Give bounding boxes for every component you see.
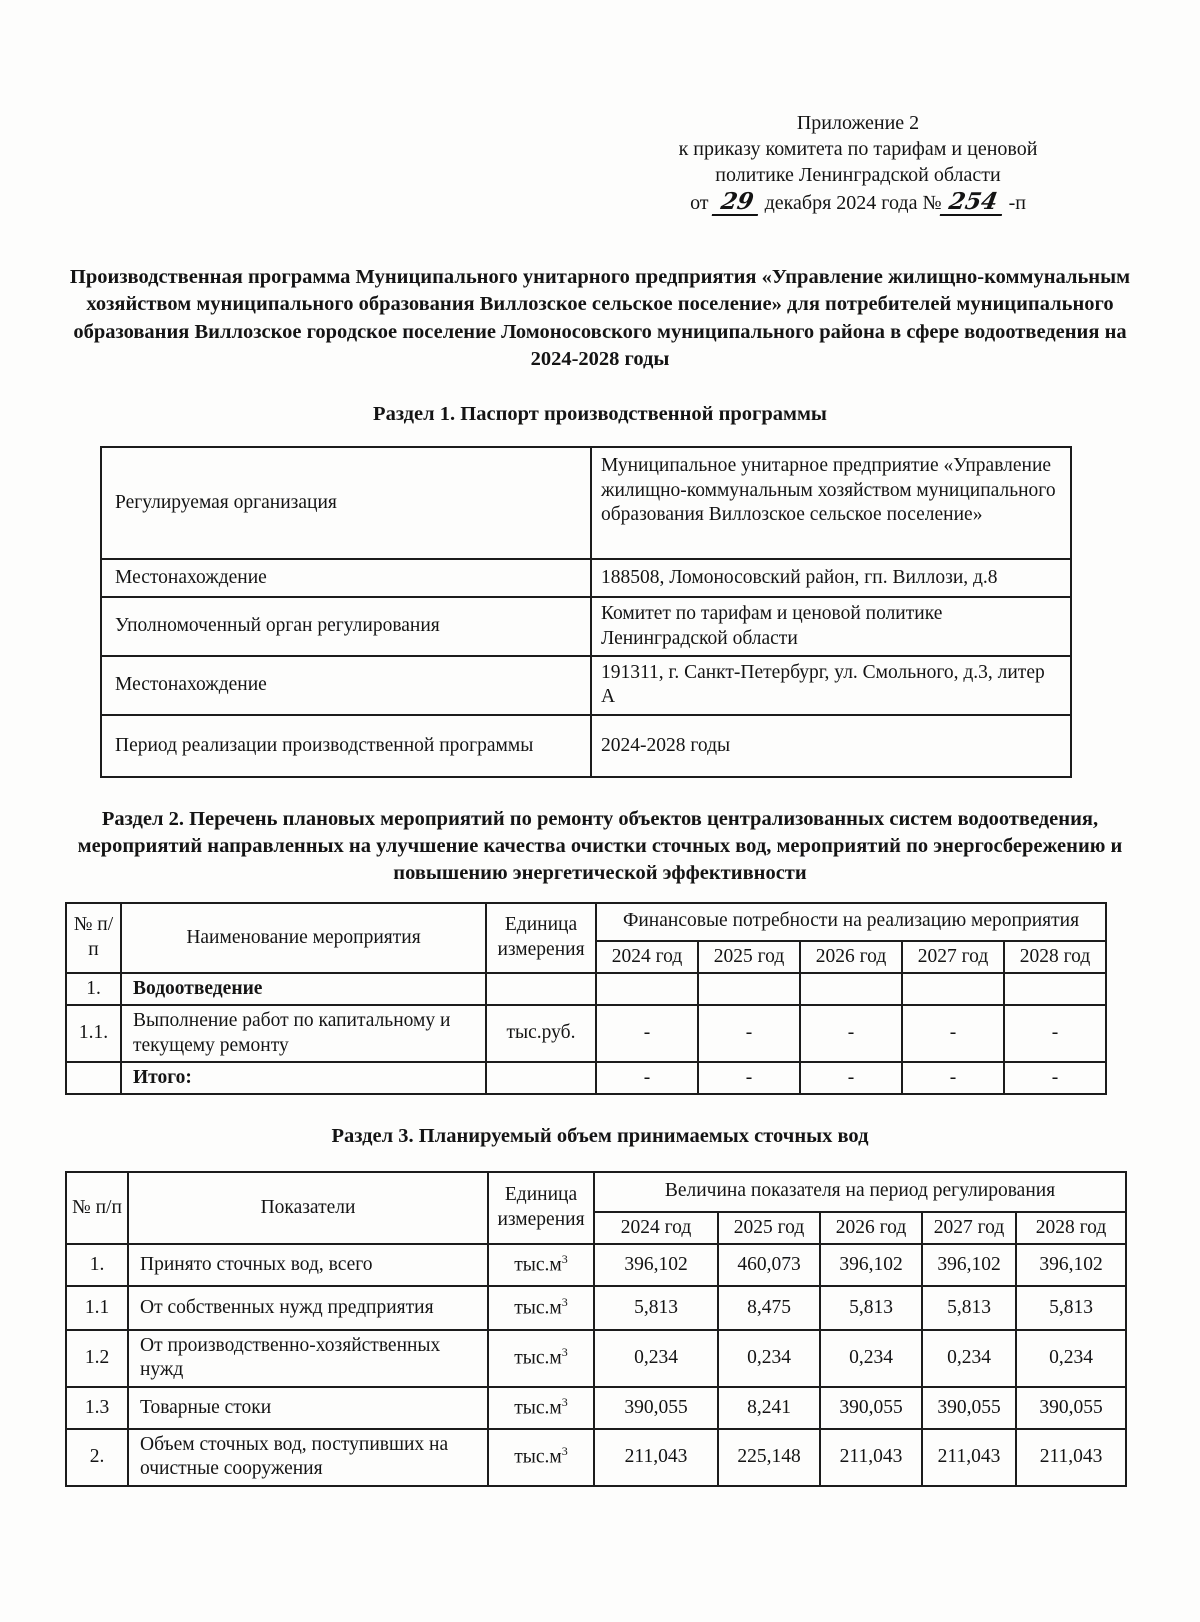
cell-value: -: [1004, 1062, 1106, 1094]
cell-value: 5,813: [1016, 1286, 1126, 1330]
year-header: 2024 год: [594, 1212, 718, 1244]
table-row: [101, 447, 1071, 559]
table-header-row: [66, 1172, 1126, 1212]
annex-line-1: Приложение 2: [796, 112, 920, 134]
cell-value: -: [698, 1005, 800, 1062]
cell-value: 460,073: [718, 1244, 820, 1286]
cell-value: 211,043: [922, 1429, 1016, 1486]
column-header-group: Величина показателя на период регулирования: [594, 1172, 1126, 1212]
cell-value: 8,475: [718, 1286, 820, 1330]
passport-value: Комитет по тарифам и ценовой политике Ленинградской области: [591, 597, 1071, 656]
row-name: От производственно-хозяйственных нужд: [128, 1330, 488, 1387]
unit-superscript: 3: [561, 1252, 568, 1267]
row-name: От собственных нужд предприятия: [128, 1286, 488, 1330]
unit-superscript: 3: [561, 1345, 568, 1360]
row-unit: [488, 1429, 594, 1486]
column-header-unit: Единица измерения: [486, 903, 596, 973]
table-row: [66, 1286, 1126, 1330]
year-header: 2025 год: [698, 941, 800, 973]
table-row: [66, 1429, 1126, 1486]
row-unit: [488, 1244, 594, 1286]
table-header-row: [66, 903, 1106, 941]
table-row: [101, 597, 1071, 656]
cell-value: 390,055: [1016, 1387, 1126, 1429]
cell-value: [596, 973, 698, 1005]
table-row: [66, 1244, 1126, 1286]
handwritten-order-number: 254: [939, 190, 1006, 216]
annex-date-line: [608, 190, 1108, 216]
row-unit: [486, 1062, 596, 1094]
passport-label: Местонахождение: [101, 559, 591, 597]
cell-value: -: [596, 1005, 698, 1062]
row-num: 1.: [66, 1244, 128, 1286]
cell-value: 5,813: [594, 1286, 718, 1330]
cell-value: 225,148: [718, 1429, 820, 1486]
passport-label: Регулируемая организация: [101, 447, 591, 559]
annex-block: [608, 110, 1108, 216]
unit-text: тыс.м: [514, 1397, 562, 1419]
table-row: [66, 1387, 1126, 1429]
cell-value: 0,234: [922, 1330, 1016, 1387]
cell-value: -: [800, 1062, 902, 1094]
row-num: 1.: [66, 973, 121, 1005]
row-name: Итого:: [121, 1062, 486, 1094]
measures-table: [65, 902, 1107, 1096]
row-num: 1.1.: [66, 1005, 121, 1062]
row-unit: [488, 1286, 594, 1330]
column-header-unit: Единица измерения: [488, 1172, 594, 1244]
table-row: [66, 1062, 1106, 1094]
year-header: 2028 год: [1016, 1212, 1126, 1244]
cell-value: [1004, 973, 1106, 1005]
cell-value: 0,234: [820, 1330, 922, 1387]
table-row: [101, 656, 1071, 715]
handwritten-day: 29: [711, 190, 762, 216]
date-prefix: от: [690, 192, 709, 214]
section1-heading: Раздел 1. Паспорт производственной программы: [373, 403, 827, 425]
annex-line-2: к приказу комитета по тарифам и ценовой: [678, 138, 1038, 160]
row-num: [66, 1062, 121, 1094]
passport-label: Уполномоченный орган регулирования: [101, 597, 591, 656]
passport-label: Местонахождение: [101, 656, 591, 715]
column-header-name: Показатели: [128, 1172, 488, 1244]
cell-value: [698, 973, 800, 1005]
year-header: 2026 год: [820, 1212, 922, 1244]
annex-line-3: политике Ленинградской области: [715, 164, 1001, 186]
table-row: [66, 973, 1106, 1005]
passport-label: Период реализации производственной программы: [101, 715, 591, 777]
cell-value: 0,234: [594, 1330, 718, 1387]
table-row: [101, 715, 1071, 777]
row-num: 2.: [66, 1429, 128, 1486]
row-name: Выполнение работ по капитальному и текущему ремонту: [121, 1005, 486, 1062]
section3-heading: Раздел 3. Планируемый объем принимаемых сточных вод: [331, 1125, 869, 1148]
row-unit: [488, 1387, 594, 1429]
unit-text: тыс.м: [514, 1347, 562, 1369]
year-header: 2026 год: [800, 941, 902, 973]
year-header: 2025 год: [718, 1212, 820, 1244]
date-suffix: -п: [1008, 192, 1026, 214]
cell-value: 390,055: [594, 1387, 718, 1429]
cell-value: -: [902, 1005, 1004, 1062]
document-title: Производственная программа Муниципального унитарного предприятия «Управление жилищно-коммунальным хозяйством муниципального образования Виллозское сельское поселение» для потребителей муниципального образования Виллозское городское поселение Ломоносовского муниципального района в сфере водоотведения на 2024-2028 годы: [69, 266, 1131, 370]
cell-value: 5,813: [820, 1286, 922, 1330]
row-unit: тыс.руб.: [486, 1005, 596, 1062]
cell-value: 211,043: [1016, 1429, 1126, 1486]
column-header-group: Финансовые потребности на реализацию мероприятия: [596, 903, 1106, 941]
cell-value: 8,241: [718, 1387, 820, 1429]
row-name: Товарные стоки: [128, 1387, 488, 1429]
year-header: 2027 год: [922, 1212, 1016, 1244]
row-unit: [488, 1330, 594, 1387]
date-middle: декабря 2024 года №: [764, 192, 942, 214]
section2-heading: Раздел 2. Перечень плановых мероприятий по ремонту объектов централизованных систем водоотведения, мероприятий направленных на улучшение качества очистки сточных вод, мероприятий по энергосбережению и повышению энергетической эффективности: [77, 807, 1123, 885]
row-unit: [486, 973, 596, 1005]
volumes-table: [65, 1171, 1127, 1487]
cell-value: 390,055: [922, 1387, 1016, 1429]
row-name: Объем сточных вод, поступивших на очистные сооружения: [128, 1429, 488, 1486]
cell-value: -: [698, 1062, 800, 1094]
cell-value: 0,234: [718, 1330, 820, 1387]
row-num: 1.3: [66, 1387, 128, 1429]
cell-value: 396,102: [820, 1244, 922, 1286]
row-num: 1.1: [66, 1286, 128, 1330]
cell-value: 211,043: [594, 1429, 718, 1486]
cell-value: [902, 973, 1004, 1005]
cell-value: 396,102: [922, 1244, 1016, 1286]
unit-superscript: 3: [561, 1295, 568, 1310]
cell-value: 5,813: [922, 1286, 1016, 1330]
table-row: [66, 1005, 1106, 1062]
table-row: [66, 1330, 1126, 1387]
unit-text: тыс.м: [514, 1446, 562, 1468]
column-header-num: № п/п: [66, 1172, 128, 1244]
cell-value: 396,102: [1016, 1244, 1126, 1286]
cell-value: 0,234: [1016, 1330, 1126, 1387]
unit-superscript: 3: [561, 1444, 568, 1459]
row-num: 1.2: [66, 1330, 128, 1387]
cell-value: 396,102: [594, 1244, 718, 1286]
cell-value: -: [902, 1062, 1004, 1094]
cell-value: 390,055: [820, 1387, 922, 1429]
cell-value: 211,043: [820, 1429, 922, 1486]
column-header-num: № п/п: [66, 903, 121, 973]
row-name: Принято сточных вод, всего: [128, 1244, 488, 1286]
passport-value: 2024-2028 годы: [591, 715, 1071, 777]
cell-value: [800, 973, 902, 1005]
unit-text: тыс.м: [514, 1254, 562, 1276]
passport-table: [100, 446, 1072, 778]
cell-value: -: [800, 1005, 902, 1062]
passport-value: Муниципальное унитарное предприятие «Управление жилищно-коммунальным хозяйством муниципального образования Виллозское сельское поселение»: [591, 447, 1071, 559]
row-name: Водоотведение: [121, 973, 486, 1005]
year-header: 2028 год: [1004, 941, 1106, 973]
year-header: 2027 год: [902, 941, 1004, 973]
table-row: [101, 559, 1071, 597]
cell-value: -: [1004, 1005, 1106, 1062]
passport-value: 188508, Ломоносовский район, гп. Виллози, д.8: [591, 559, 1071, 597]
cell-value: -: [596, 1062, 698, 1094]
year-header: 2024 год: [596, 941, 698, 973]
column-header-name: Наименование мероприятия: [121, 903, 486, 973]
passport-value: 191311, г. Санкт-Петербург, ул. Смольного, д.3, литер А: [591, 656, 1071, 715]
unit-superscript: 3: [561, 1394, 568, 1409]
unit-text: тыс.м: [514, 1297, 562, 1319]
